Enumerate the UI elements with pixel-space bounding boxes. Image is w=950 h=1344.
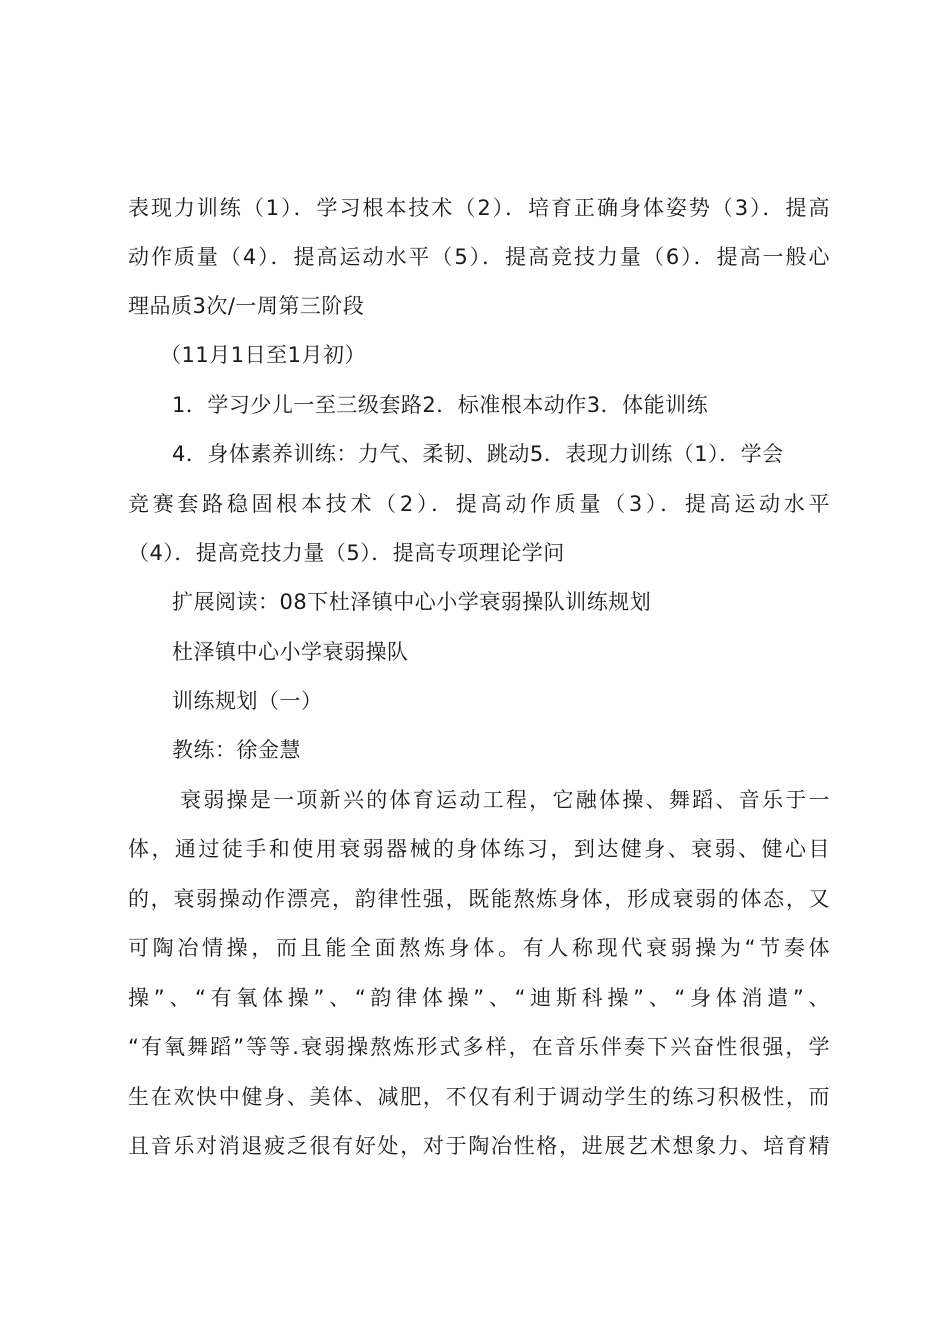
list-item: 1．学习少儿一至三级套路2．标准根本动作3．体能训练 xyxy=(172,393,709,417)
paragraph-line: 且音乐对消退疲乏很有好处，对于陶冶性格，进展艺术想象力、培育精 xyxy=(128,1134,830,1158)
paragraph-line: 生在欢快中健身、美体、减肥，不仅有利于调动学生的练习积极性，而 xyxy=(128,1085,830,1109)
extended-reading-heading: 扩展阅读：08下杜泽镇中心小学衰弱操队训练规划 xyxy=(172,590,652,614)
paragraph-line: “有氧舞蹈”等等.衰弱操熬炼形式多样，在音乐伴奏下兴奋性很强，学 xyxy=(128,1035,830,1059)
plan-title: 训练规划（一） xyxy=(172,689,323,713)
text-line: 竞赛套路稳固根本技术（2）．提高动作质量（3）．提高运动水平 xyxy=(128,492,830,516)
team-name: 杜泽镇中心小学衰弱操队 xyxy=(172,640,409,664)
text-line: 动作质量（4）．提高运动水平（5）．提高竞技力量（6）．提高一般心 xyxy=(128,245,830,269)
paragraph-line: 操”、“有氧体操”、“韵律体操”、“迪斯科操”、“身体消遣”、 xyxy=(128,986,830,1010)
text-line: 表现力训练（1）．学习根本技术（2）．培育正确身体姿势（3）．提高 xyxy=(128,196,830,220)
text-line: 理品质3次/一周第三阶段 xyxy=(128,294,365,318)
paragraph-line: 的，衰弱操动作漂亮，韵律性强，既能熬炼身体，形成衰弱的体态，又 xyxy=(128,887,830,911)
coach-name: 教练：徐金慧 xyxy=(172,738,301,762)
paragraph-line: 体，通过徒手和使用衰弱器械的身体练习，到达健身、衰弱、健心目 xyxy=(128,837,830,861)
paragraph-line: 可陶冶情操，而且能全面熬炼身体。有人称现代衰弱操为“节奏体 xyxy=(128,936,830,960)
list-item: 4．身体素养训练：力气、柔韧、跳动5．表现力训练（1）．学会 xyxy=(172,442,784,466)
text-line: （11月1日至1月初） xyxy=(160,343,366,367)
paragraph-line: 衰弱操是一项新兴的体育运动工程，它融体操、舞蹈、音乐于一 xyxy=(180,788,830,812)
text-line: （4）．提高竞技力量（5）．提高专项理论学问 xyxy=(128,541,565,565)
